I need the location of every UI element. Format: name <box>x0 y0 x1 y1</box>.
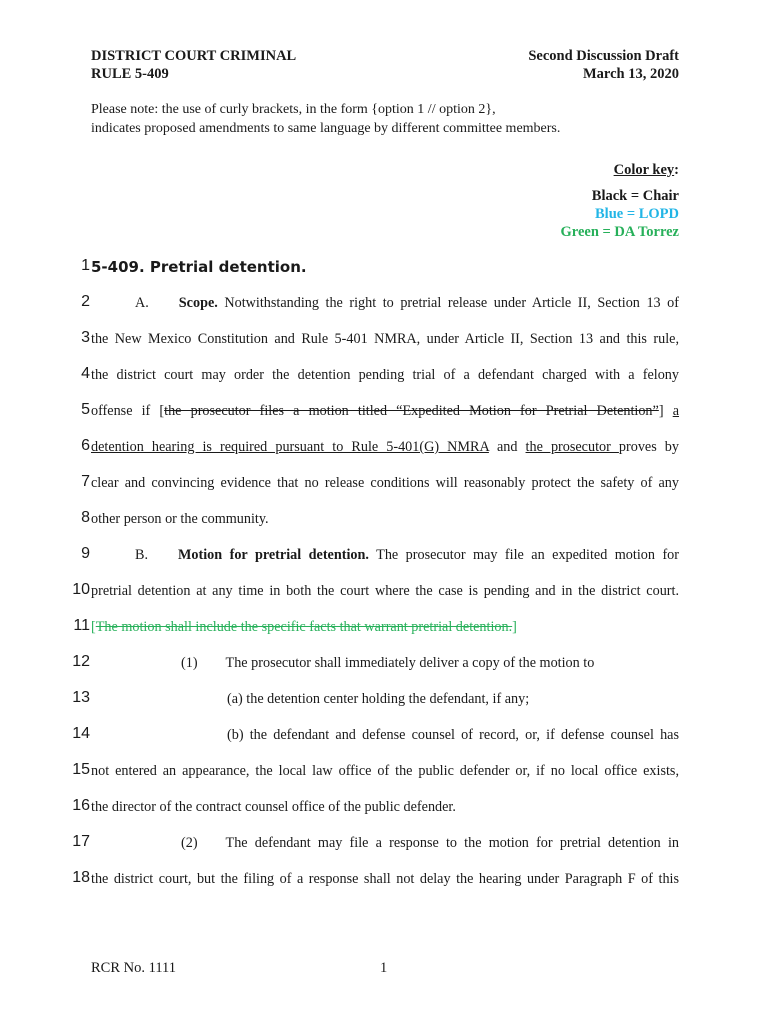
color-key-black: Black = Chair <box>591 188 679 204</box>
paragraph-label: A. <box>135 295 149 311</box>
subparagraph-label: (2) <box>181 835 198 851</box>
line-16 <box>0 790 770 826</box>
line-3 <box>0 322 770 358</box>
line-number: 6 <box>81 437 90 454</box>
line-number: 15 <box>72 761 90 778</box>
line-text: clear and convincing evidence that no release conditions will reasonably protect the safety of any <box>91 475 679 491</box>
line-number: 4 <box>81 365 90 382</box>
line-6 <box>0 430 770 466</box>
note-line-2: indicates proposed amendments to same language by different committee members. <box>91 121 561 136</box>
line-18 <box>0 862 770 898</box>
line-number: 7 <box>81 473 90 490</box>
inserted-text: a <box>672 403 679 419</box>
line-10 <box>0 574 770 610</box>
line-2 <box>0 286 770 322</box>
footer-page-number: 1 <box>380 960 388 976</box>
header-left <box>91 47 296 83</box>
line-number: 18 <box>72 869 90 886</box>
paragraph-heading: Motion for pretrial detention. <box>178 547 369 563</box>
line-text: offense if [the prosecutor files a motion titled “Expedited Motion for Pretrial Detention”] a <box>91 403 679 419</box>
paragraph-label: B. <box>135 547 149 563</box>
line-13 <box>0 682 770 718</box>
line-number: 13 <box>72 689 90 706</box>
line-5 <box>0 394 770 430</box>
line-12 <box>0 646 770 682</box>
paragraph-heading: Scope. <box>178 295 218 311</box>
inserted-text: the prosecutor <box>525 439 619 455</box>
note-line-1: Please note: the use of curly brackets, in the form {option 1 // option 2}, <box>91 102 496 117</box>
line-11 <box>0 610 770 646</box>
line-text: (a) the detention center holding the defendant, if any; <box>227 691 530 707</box>
bracket-note <box>91 100 691 138</box>
line-text: not entered an appearance, the local law office of the public defender or, if no local office exists, <box>91 763 679 779</box>
line-text: A. Scope. Notwithstanding the right to pretrial release under Article II, Section 13 of <box>135 295 679 311</box>
line-text: [The motion shall include the specific facts that warrant pretrial detention.] <box>91 619 517 635</box>
line-7 <box>0 466 770 502</box>
line-text: the New Mexico Constitution and Rule 5-401 NMRA, under Article II, Section 13 and this rule, <box>91 331 679 347</box>
line-text: detention hearing is required pursuant to Rule 5-401(G) NMRA and the prosecutor proves by <box>91 439 679 455</box>
deleted-text: The motion shall include the specific facts that warrant pretrial detention. <box>95 619 513 635</box>
line-number: 5 <box>81 401 90 418</box>
subparagraph-label: (1) <box>181 655 198 671</box>
line-9 <box>0 538 770 574</box>
line-number: 10 <box>72 581 90 598</box>
line-number: 12 <box>72 653 90 670</box>
line-text: pretrial detention at any time in both the court where the case is pending and in the district court. <box>91 583 679 599</box>
footer-rcr-number: RCR No. 1111 <box>91 960 176 976</box>
line-number: 16 <box>72 797 90 814</box>
line-15 <box>0 754 770 790</box>
line-text: the director of the contract counsel office of the public defender. <box>91 799 456 815</box>
line-text: the district court may order the detention pending trial of a defendant charged with a felony <box>91 367 679 383</box>
deleted-text: the prosecutor files a motion titled “Expedited Motion for Pretrial Detention” <box>164 403 659 419</box>
rule-title: 5-409. Pretrial detention. <box>91 258 307 276</box>
line-number: 17 <box>72 833 90 850</box>
header-rule-number: RULE 5-409 <box>91 66 169 82</box>
line-8 <box>0 502 770 538</box>
line-number: 3 <box>81 329 90 346</box>
line-14 <box>0 718 770 754</box>
line-text: other person or the community. <box>91 511 269 527</box>
header-court-title: DISTRICT COURT CRIMINAL <box>91 48 297 64</box>
line-17 <box>0 826 770 862</box>
line-number: 1 <box>81 257 90 274</box>
line-text: B. Motion for pretrial detention. The prosecutor may file an expedited motion for <box>135 547 679 563</box>
line-text: (1) The prosecutor shall immediately deliver a copy of the motion to <box>181 655 595 671</box>
line-text: the district court, but the filing of a response shall not delay the hearing under Paragraph F of this <box>91 871 679 887</box>
line-text: (2) The defendant may file a response to the motion for pretrial detention in <box>181 835 679 851</box>
line-number: 14 <box>72 725 90 742</box>
color-key <box>561 161 679 241</box>
line-text: (b) the defendant and defense counsel of record, or, if defense counsel has <box>227 727 679 743</box>
line-number: 9 <box>81 545 90 562</box>
line-number: 2 <box>81 293 90 310</box>
line-number: 8 <box>81 509 90 526</box>
color-key-green: Green = DA Torrez <box>560 224 679 240</box>
inserted-text: detention hearing is required pursuant to Rule 5-401(G) NMRA <box>91 439 489 455</box>
line-1 <box>0 250 770 286</box>
header-right <box>528 47 679 83</box>
color-key-title: Color key: <box>613 162 679 178</box>
color-key-blue: Blue = LOPD <box>595 206 679 222</box>
header-draft-label: Second Discussion Draft <box>528 48 679 64</box>
line-4 <box>0 358 770 394</box>
header-date: March 13, 2020 <box>583 66 679 82</box>
line-number: 11 <box>73 617 90 634</box>
